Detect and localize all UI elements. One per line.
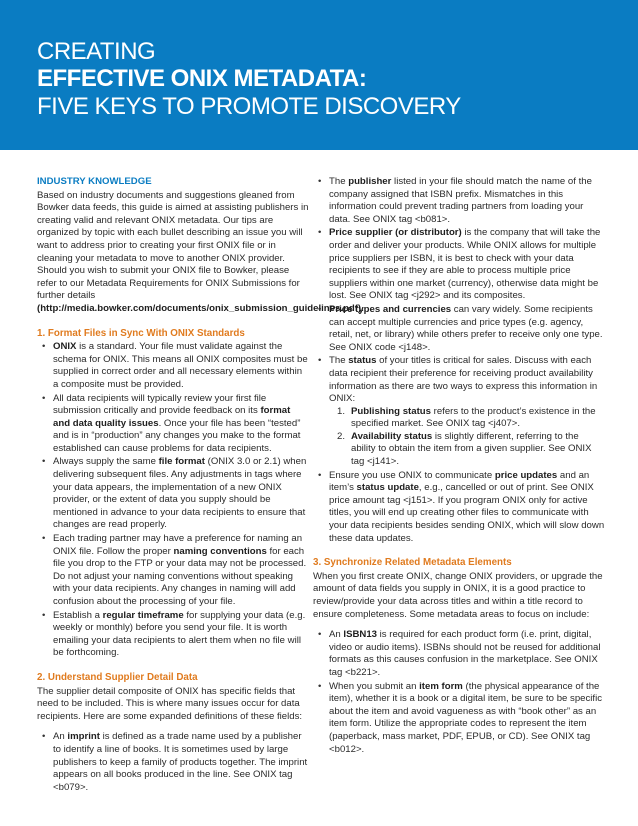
right-column	[313, 176, 605, 757]
left-column	[37, 176, 364, 795]
section-3-intro: When you first create ONIX, change ONIX providers, or upgrade the amount of data fields you supply in ONIX, it is a good practice to review/provide your data across titles and within a title record to ensure completeness. Some metadata areas to focus on include:	[313, 570, 603, 620]
section-2-list	[37, 731, 309, 794]
list-item: • Price types and currencies can vary widely. Some recipients can accept multiple currencies and price types (e.g. agency, retail, net, or library) while others prefer to receive only one type. See ONIX code <j148>.	[317, 304, 605, 354]
submission-guidelines-link[interactable]: (http://media.bowker.com/documents/onix_submission_guidelines.pdf).	[37, 302, 364, 314]
list-item: • Ensure you use ONIX to communicate price updates and an item’s status update, e.g., cancelled or out of print. See ONIX price amount tag <j151>. If you program ONIX only for active titles, you will end up creating other files to communicate with your data recipients besides sending ONIX, which will slow down these data updates.	[317, 470, 605, 546]
list-item: • The status of your titles is critical for sales. Discuss with each data recipient their preference for receiving product availability information as there are two ways to express this information in ONIX: 1. Publishing status refers to the product’s existence in the specified market. See ONIX tag <j407>. 2. Availability status is slightly different, referring to the ability to obtain the item from a given supplier. See ONIX tag <j141>.	[317, 355, 605, 468]
list-item: • The publisher listed in your file should match the name of the company assigned that ISBN prefix. Mismatches in this information could prevent trading partners from loading your data. See ONIX tag <b081>.	[317, 176, 605, 226]
intro-paragraph: Based on industry documents and suggestions gleaned from Bowker data feeds, this guide is aimed at assisting publishers in creating valid and relevant ONIX metadata. Our tips are organized by topic with each bullet describing an issue you will want to address prior to creating your first ONIX file or in cleaning your metadata to move to another ONIX provider. Should you wish to submit your ONIX file to Bowker, please refer to our Metadata Requirements for ONIX Submissions for further details (http://media.bowker.com/documents/onix_submission_guidelines.pdf).	[37, 189, 364, 314]
title-line-1: CREATING	[37, 38, 156, 65]
sub-list-item: 1. Publishing status refers to the product’s existence in the specified market. See ONIX tag <j407>.	[337, 405, 596, 430]
section-2-heading: 2. Understand Supplier Detail Data	[37, 671, 198, 683]
list-item: • All data recipients will typically review your first file submission critically and provide feedback on its format and data quality issues. Once your file has been “tested” and is in “production” any changes you make to the format established can cause problems for data recipients.	[41, 393, 309, 456]
title-banner	[0, 0, 638, 150]
section-2-list-continued	[313, 176, 605, 545]
section-3-list	[313, 629, 605, 756]
list-item: • Price supplier (or distributor) is the company that will take the order and deliver your products. While ONIX allows for multiple price suppliers per ISBN, it is best to check with your data recipients to see if they are able to process multiple price suppliers within one market (currency), otherwise data might be lost. See ONIX tag <j292> and its composites.	[317, 227, 605, 303]
kicker: INDUSTRY KNOWLEDGE	[37, 176, 152, 187]
status-sub-list	[329, 406, 605, 469]
list-item: • An ISBN13 is required for each product form (i.e. print, digital, video or audio items). ISBNs should not be reused for additional formats as this causes confusion in the marketplace. See ONIX tag <b221>.	[317, 629, 605, 679]
section-1-list	[37, 341, 309, 660]
title-line-3: FIVE KEYS TO PROMOTE DISCOVERY	[37, 93, 461, 120]
section-3-heading: 3. Synchronize Related Metadata Elements	[313, 557, 512, 569]
list-item: • Always supply the same file format (ONIX 3.0 or 2.1) when delivering subsequent files. Any adjustments in tags where your data appears, the implementation of a new ONIX provider, or the extent of data you supply should be mentioned in advance to your data recipients to ensure that changes are read properly.	[41, 456, 309, 532]
sub-list-item: 2. Availability status is slightly different, referring to the ability to obtain the item from a given supplier. See ONIX tag <j141>.	[337, 430, 592, 468]
list-item: • Each trading partner may have a preference for naming an ONIX file. Follow the proper naming conventions for each file you drop to the FTP or your data may not be processed. Do not adjust your naming conventions without speaking with your data recipients. Any changes in naming will add confusion about the processing of your file.	[41, 533, 309, 609]
title-line-2: EFFECTIVE ONIX METADATA:	[37, 65, 367, 92]
list-item: • Establish a regular timeframe for supplying your data (e.g. weekly or monthly) before you send your file. It is worth emailing your data recipients to alert them when no file will be forthcoming.	[41, 610, 309, 660]
list-item: • ONIX is a standard. Your file must validate against the schema for ONIX. This means all ONIX composites must be supplied in correct order and all necessary elements within a composite must be provided.	[41, 341, 309, 391]
list-item: • When you submit an item form (the physical appearance of the item), whether it is a book or a digital item, be sure to be specific about the item and avoid vagueness as with “book other” as an item form. Utilize the appropriate codes to represent the item (paperback, mass market, PDF, EPUB, or CD). See ONIX tag <b012>.	[317, 681, 605, 757]
section-1-heading: 1. Format Files in Sync With ONIX Standards	[37, 327, 245, 339]
list-item: • An imprint is defined as a trade name used by a publisher to identify a line of books. It is sometimes used by large publishers to keep a family of products together. The imprint appears on all books produced in the line. See ONIX tag <b079>.	[41, 731, 309, 794]
section-2-intro: The supplier detail composite of ONIX has specific fields that need to be included. This is where many issues occur for data recipients. Here are some expanded definitions of these fields:	[37, 685, 303, 722]
